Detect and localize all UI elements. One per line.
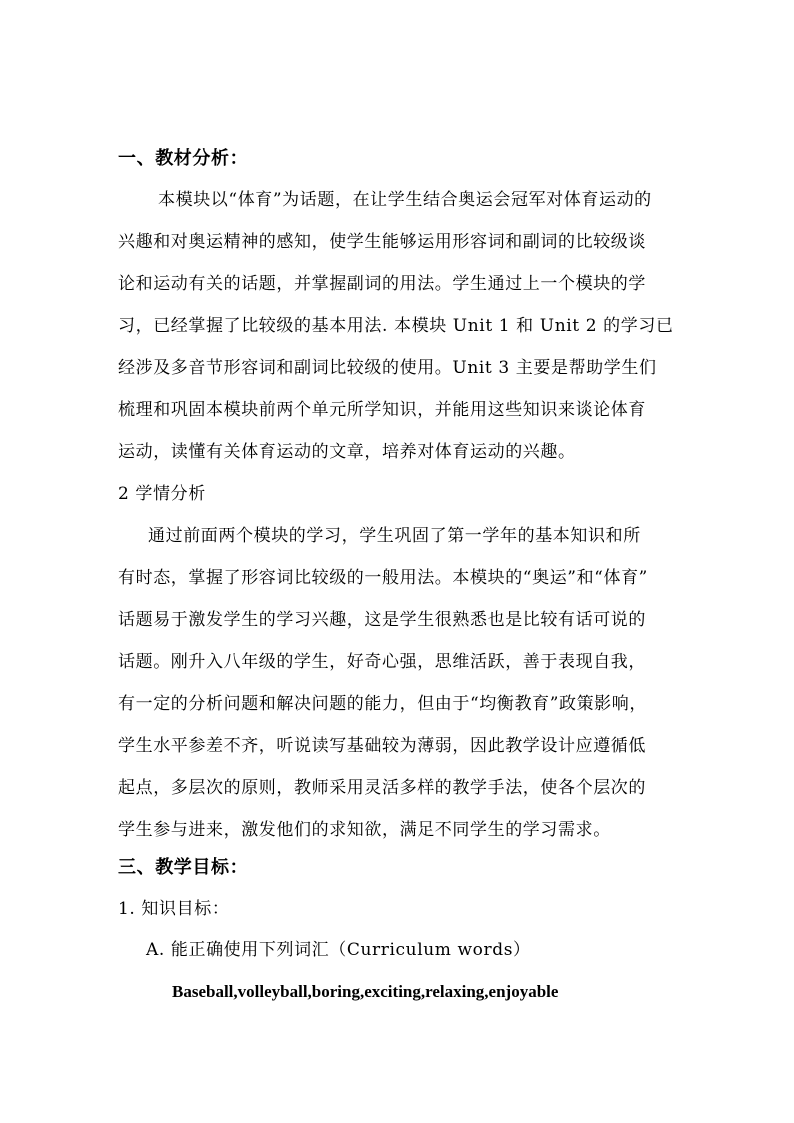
paragraph-line: 有一定的分析问题和解决问题的能力，但由于“均衡教育”政策影响， <box>118 694 647 714</box>
paragraph-line: 梳理和巩固本模块前两个单元所学知识，并能用这些知识来谈论体育 <box>118 400 646 420</box>
paragraph-line: 话题易于激发学生的学习兴趣，这是学生很熟悉也是比较有话可说的 <box>118 610 646 630</box>
section-heading-textbook-analysis: 一、教材分析： <box>118 148 249 169</box>
section-heading-learner-analysis: 2 学情分析 <box>118 484 206 504</box>
paragraph-line: 有时态，掌握了形容词比较级的一般用法。本模块的“奥运”和“体育” <box>118 568 648 588</box>
subheading-knowledge-objectives: 1. 知识目标： <box>118 899 230 919</box>
paragraph-line: 学生水平参差不齐，听说读写基础较为薄弱，因此教学设计应遵循低 <box>118 736 646 756</box>
paragraph-line: 兴趣和对奥运精神的感知，使学生能够运用形容词和副词的比较级谈 <box>118 232 646 252</box>
section-heading-teaching-objectives: 三、教学目标： <box>118 857 249 878</box>
paragraph-line: 运动，读懂有关体育运动的文章，培养对体育运动的兴趣。 <box>118 442 576 462</box>
paragraph-line: 经涉及多音节形容词和副词比较级的使用。Unit 3 主要是帮助学生们 <box>118 358 657 378</box>
paragraph-line: 通过前面两个模块的学习，学生巩固了第一学年的基本知识和所 <box>148 526 641 546</box>
paragraph-line: 学生参与进来，激发他们的求知欲，满足不同学生的学习需求。 <box>118 820 611 840</box>
vocabulary-list: Baseball,volleyball,boring,exciting,relaxing,enjoyable <box>172 982 559 1001</box>
subheading-curriculum-words: A. 能正确使用下列词汇（Curriculum words） <box>146 940 531 960</box>
paragraph-line: 话题。刚升入八年级的学生，好奇心强，思维活跃，善于表现自我， <box>118 652 646 672</box>
paragraph-line: 起点，多层次的原则，教师采用灵活多样的教学手法，使各个层次的 <box>118 778 646 798</box>
paragraph-line: 本模块以“体育”为话题，在让学生结合奥运会冠军对体育运动的 <box>158 190 652 210</box>
paragraph-line: 习，已经掌握了比较级的基本用法. 本模块 Unit 1 和 Unit 2 的学习已 <box>118 316 674 336</box>
paragraph-line: 论和运动有关的话题，并掌握副词的用法。学生通过上一个模块的学 <box>118 274 646 294</box>
